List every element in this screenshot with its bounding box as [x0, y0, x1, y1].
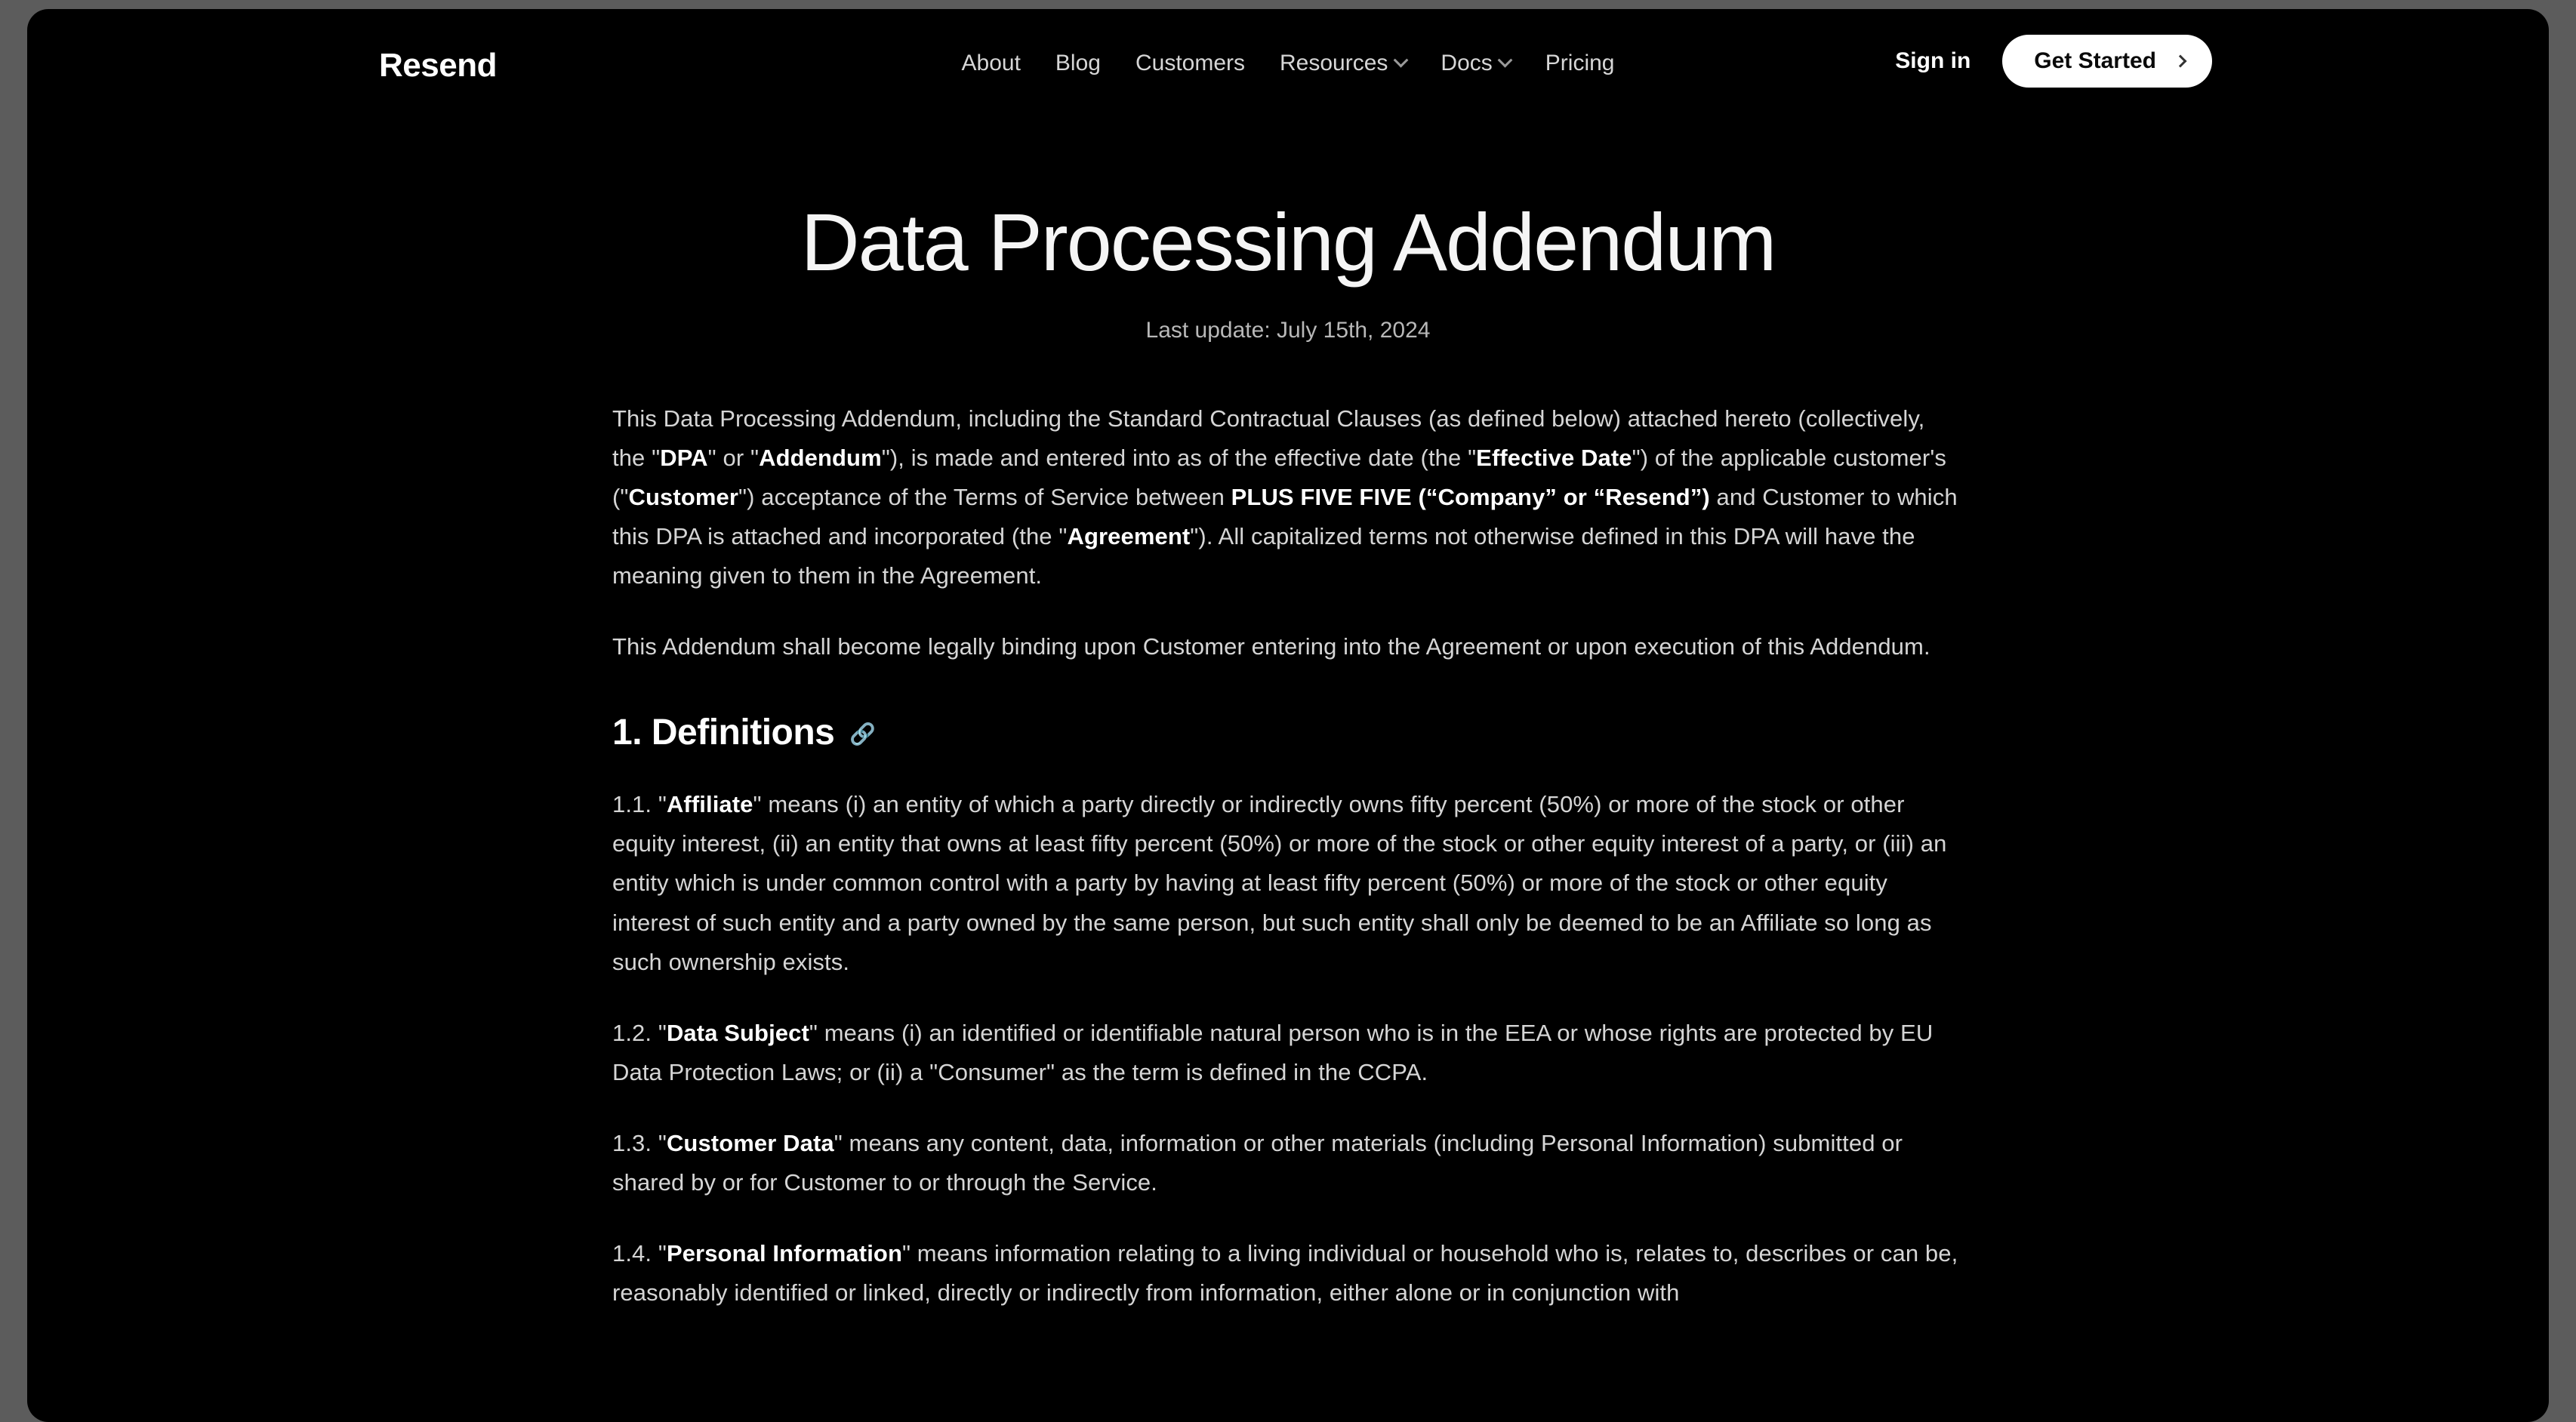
get-started-button[interactable]: [2002, 35, 2212, 88]
chevron-down-icon: [1498, 53, 1513, 68]
text-run: " means (i) an identified or identifiable natural person who is in the EEA or whose rights are protected by EU Data Protection Laws; or (ii) a "Consumer" as the term is defined in the CCPA.: [612, 1019, 1934, 1085]
definition-item: [612, 1124, 1964, 1202]
text-run: "). All capitalized terms not otherwise defined in this DPA will have the meaning given to them in the Agreement.: [612, 523, 1915, 589]
text-run: 1.2. ": [612, 1019, 667, 1046]
nav-label: Customers: [1135, 51, 1246, 75]
section-heading-text: 1. Definitions: [612, 713, 835, 753]
nav-item-resources[interactable]: [1280, 51, 1406, 76]
logo-resend[interactable]: Resend: [379, 47, 497, 84]
document-content: [612, 125, 1964, 1313]
last-update-text: Last update: July 15th, 2024: [1145, 317, 1431, 343]
text-run: and Customer to which this DPA is attached and incorporated (the ": [612, 483, 1958, 550]
text-run: "), is made and entered into as of the effective date (the ": [881, 444, 1477, 471]
text-run: ") of the applicable customer's (": [612, 444, 1946, 510]
document-body: [612, 399, 1964, 1313]
main-navigation: [962, 51, 1615, 76]
link-anchor-icon[interactable]: 🔗: [849, 722, 876, 746]
nav-item-about[interactable]: [962, 51, 1021, 76]
text-run: ") acceptance of the Terms of Service between: [738, 483, 1231, 510]
term-customer: Customer: [628, 483, 739, 510]
text-run: " or ": [707, 444, 760, 471]
defined-term: Affiliate: [666, 791, 753, 818]
definition-item: [612, 1014, 1964, 1092]
nav-label: Blog: [1055, 51, 1101, 75]
text-run: " means (i) an entity of which a party directly or indirectly owns fifty percent (50%) or more of the stock or other equity interest, (ii) an entity that owns at least fifty percent (50%) or more of the stock or other equity interest of a party, or (iii) an entity which is under common control with a party by having at least fifty percent (50%) or more of the stock or other equity interest of such entity and a party owned by the same person, but such entity shall only be deemed to be an Affiliate so long as such ownership exists.: [612, 791, 1947, 975]
text-run: 1.3. ": [612, 1129, 667, 1156]
chevron-down-icon: [1394, 53, 1409, 68]
nav-item-blog[interactable]: [1055, 51, 1101, 76]
text-run: " means any content, data, information or other materials (including Personal Information) submitted or shared by or for Customer to or through the Service.: [612, 1129, 1903, 1196]
nav-label: Pricing: [1545, 51, 1615, 75]
text-run: 1.1. ": [612, 791, 667, 818]
section-heading-definitions: [612, 712, 1964, 753]
term-addendum: Addendum: [759, 444, 882, 471]
defined-term: Data Subject: [666, 1019, 809, 1046]
text-run: " means information relating to a living individual or household who is, relates to, describes or can be, reasonably identified or linked, directly or indirectly from information, either alone or in conjunction with: [612, 1239, 1958, 1307]
browser-page: [27, 9, 2549, 1422]
intro-paragraph-2: This Addendum shall become legally binding upon Customer entering into the Agreement or upon execution of this Addendum.: [612, 633, 1930, 660]
site-header: [27, 9, 2549, 125]
text-run: 1.4. ": [612, 1239, 667, 1267]
term-dpa: DPA: [660, 444, 708, 471]
intro-paragraph-1: [612, 399, 1964, 596]
nav-item-customers[interactable]: [1135, 51, 1245, 76]
defined-term: Personal Information: [666, 1239, 902, 1267]
text-run: This Data Processing Addendum, including the Standard Contractual Clauses (as defined below) attached hereto (collectively, the ": [612, 405, 1925, 471]
page-title: Data Processing Addendum: [800, 196, 1776, 288]
term-agreement: Agreement: [1067, 523, 1191, 550]
nav-label: Docs: [1441, 51, 1493, 75]
term-company: PLUS FIVE FIVE (“Company” or “Resend”): [1231, 483, 1710, 510]
nav-item-docs[interactable]: [1441, 51, 1510, 76]
nav-item-pricing[interactable]: [1545, 51, 1615, 76]
get-started-label: Get Started: [2034, 48, 2156, 73]
definition-item: [612, 1234, 1964, 1313]
header-actions: [1895, 35, 2212, 88]
nav-label: About: [961, 51, 1021, 75]
term-effective-date: Effective Date: [1476, 444, 1632, 471]
nav-label: Resources: [1280, 51, 1388, 75]
definition-item: [612, 785, 1964, 981]
sign-in-link[interactable]: Sign in: [1895, 48, 1971, 73]
chevron-right-icon: [2174, 55, 2187, 68]
defined-term: Customer Data: [666, 1129, 834, 1156]
